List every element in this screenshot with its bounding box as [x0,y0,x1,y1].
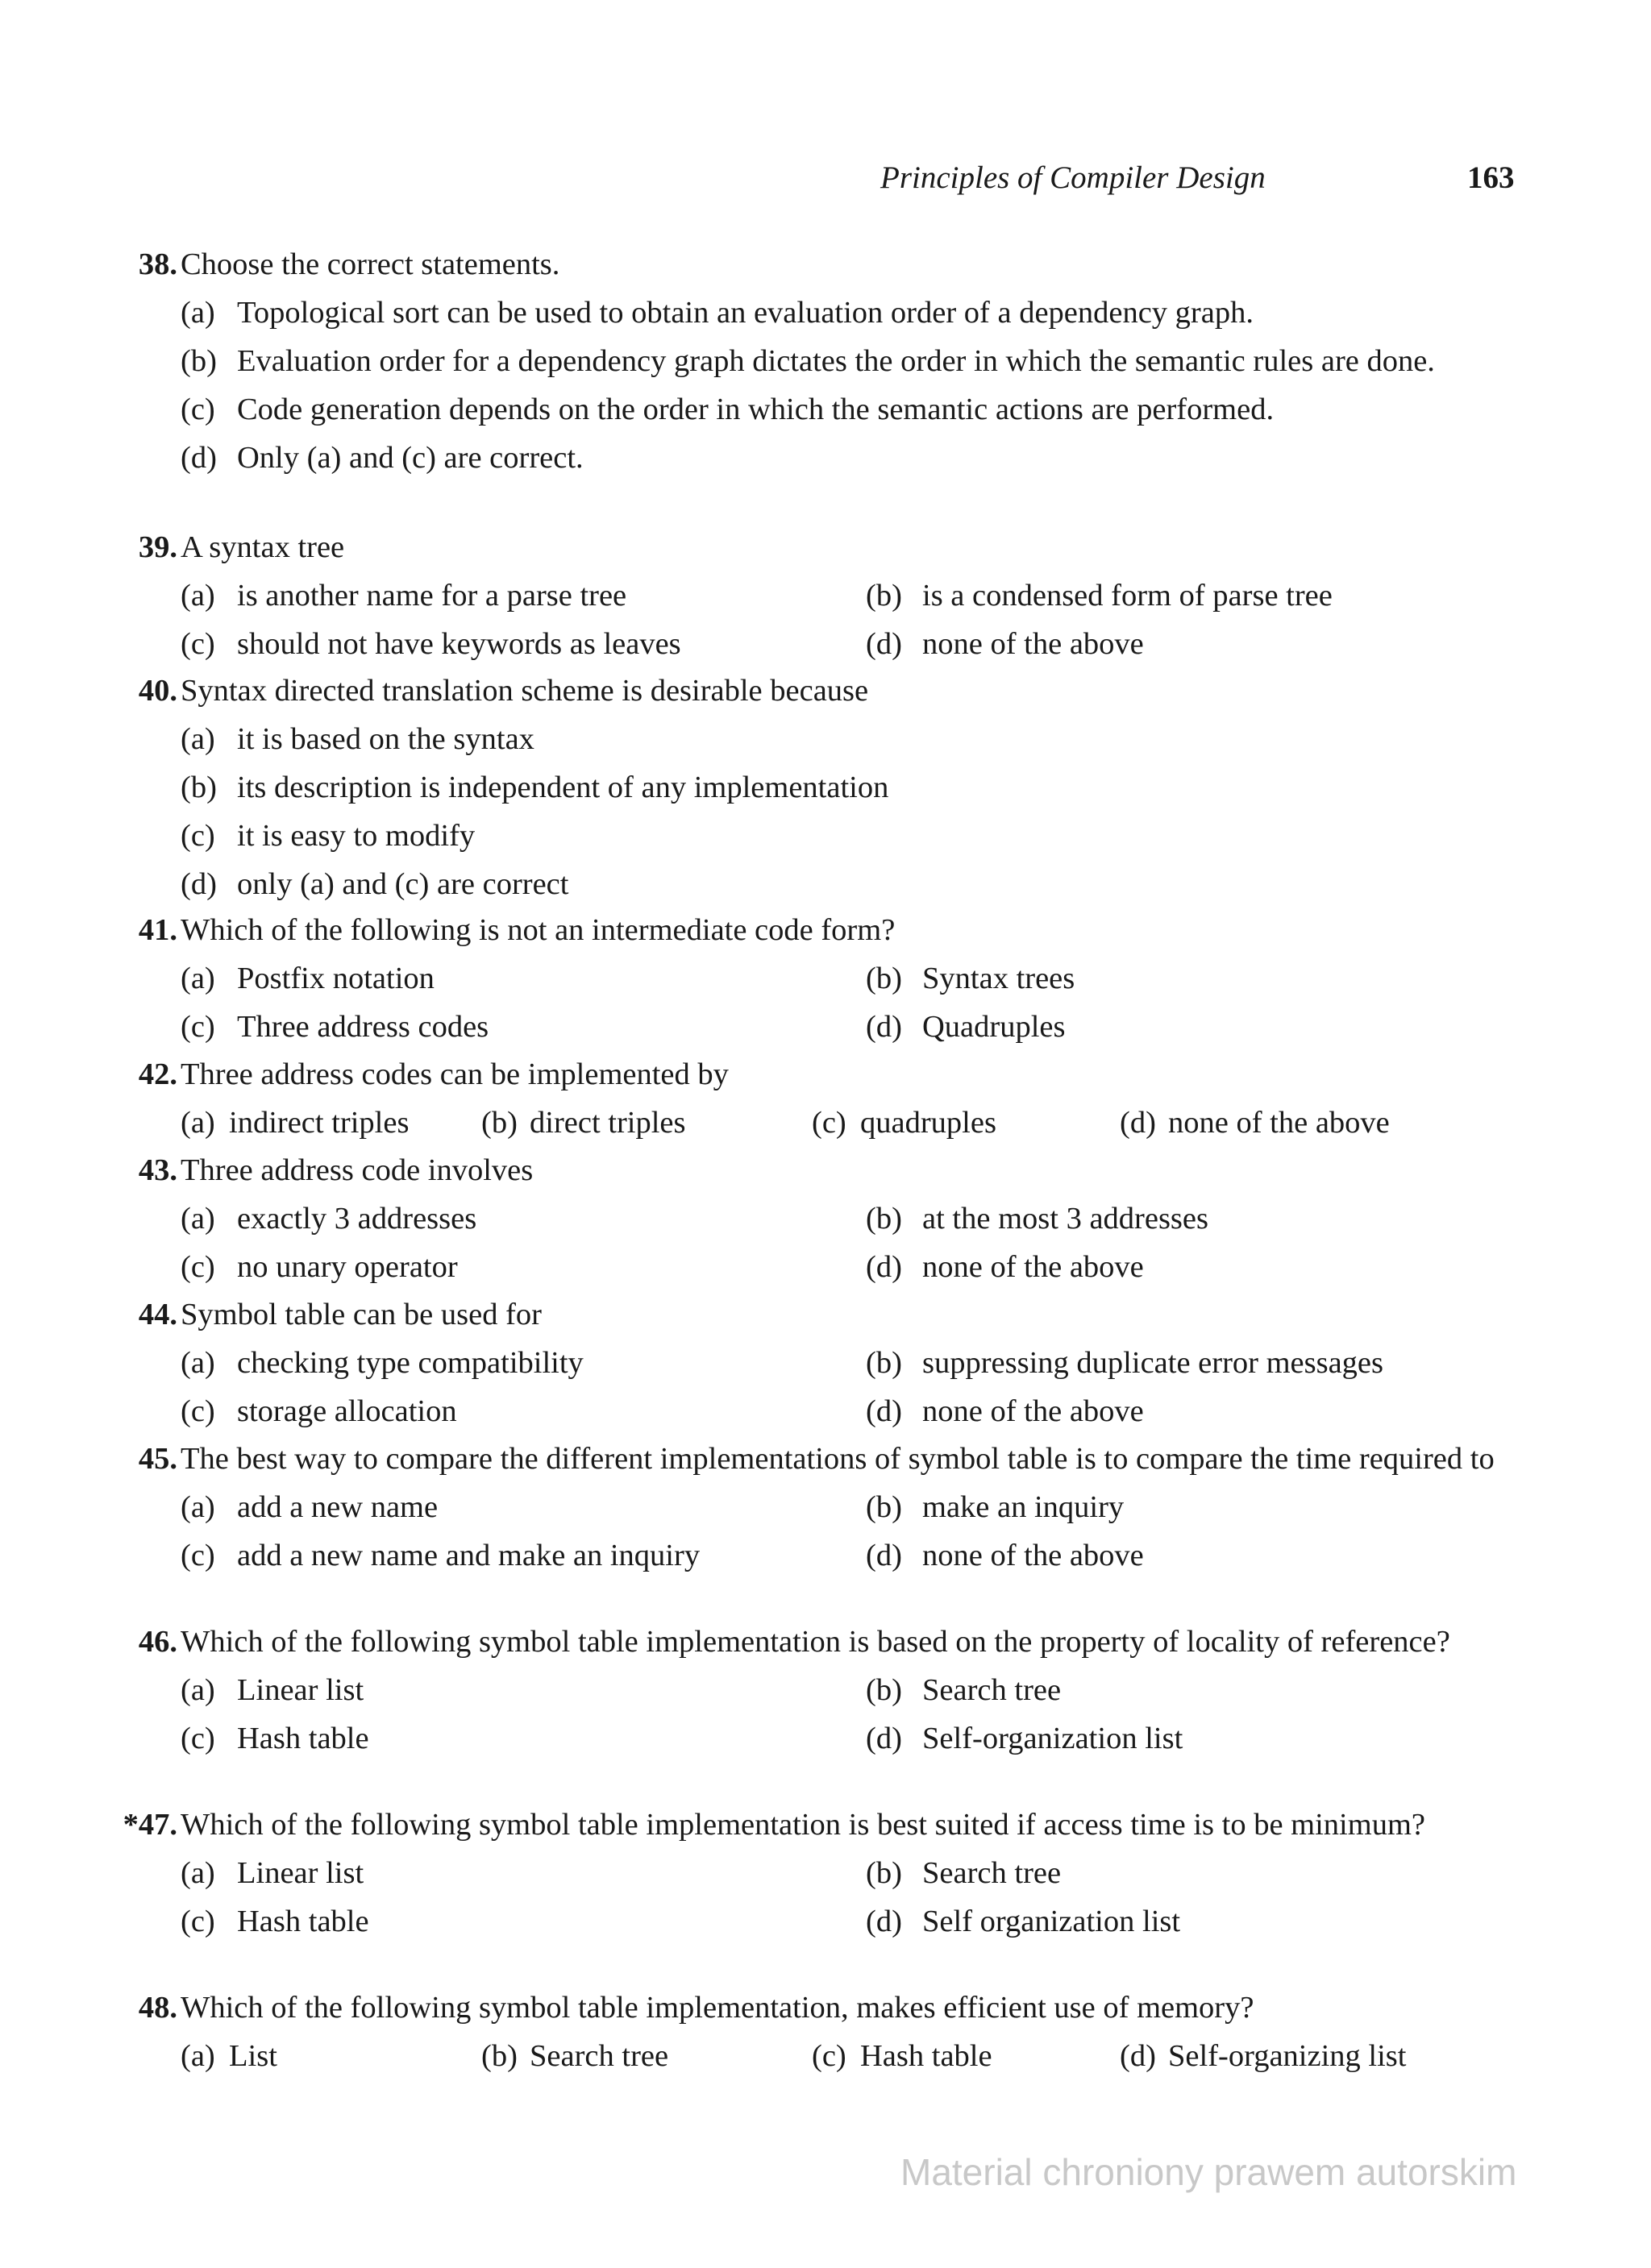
option-label: (b) [866,1346,902,1380]
option-label: (d) [1120,1106,1156,1140]
option-text: checking type compatibility [237,1346,584,1380]
question-47 [113,1804,1532,1943]
option-b [798,1198,1483,1240]
question-45 [113,1438,1532,1577]
option-label: (c) [181,1722,215,1755]
question-text: Three address codes can be implemented by [181,1057,729,1091]
question-text: A syntax tree [181,530,345,564]
option-label: (d) [1120,2039,1156,2073]
option-text: Linear list [237,1673,364,1707]
option-b [113,340,1532,383]
option-label: (a) [181,1490,215,1524]
option-label: (a) [181,1106,215,1140]
option-label: (b) [181,344,217,378]
option-text: Search tree [922,1856,1062,1890]
option-label: (d) [866,1905,902,1938]
option-label: (d) [866,627,902,661]
option-a [113,718,1532,761]
option-label: (d) [181,441,217,475]
option-label: (b) [481,2039,518,2073]
option-text: none of the above [922,627,1144,661]
option-d [798,1246,1483,1289]
option-label: (d) [866,1539,902,1572]
option-label: (a) [181,2039,215,2073]
option-label: (c) [181,1010,215,1044]
option-text: add a new name [237,1490,439,1524]
option-text: Quadruples [922,1010,1066,1044]
option-d [798,623,1483,666]
option-label: (c) [181,1905,215,1938]
option-label: (c) [181,627,215,661]
option-text: Evaluation order for a dependency graph dictates the order in which the semantic rules are done. [237,344,1435,378]
option-b [798,1669,1483,1712]
question-stem [113,909,1532,952]
question-stem [113,1804,1532,1846]
option-d [1120,1102,1499,1144]
option-text: indirect triples [229,1106,410,1140]
question-40 [113,670,1532,912]
question-39 [113,526,1532,666]
option-text: should not have keywords as leaves [237,627,681,661]
option-text: only (a) and (c) are correct [237,867,569,901]
option-text: suppressing duplicate error messages [922,1346,1383,1380]
option-label: (b) [866,579,902,613]
option-d [798,1718,1483,1760]
question-stem [113,670,1532,712]
option-label: (a) [181,1673,215,1707]
question-number: *47. [123,1808,177,1842]
option-label: (c) [812,2039,846,2073]
option-text: Self-organization list [922,1722,1183,1755]
option-label: (b) [481,1106,518,1140]
option-label: (c) [812,1106,846,1140]
question-38 [113,243,1532,485]
option-text: none of the above [922,1394,1144,1428]
question-text: Which of the following symbol table implementation is based on the property of locality of reference? [181,1625,1450,1659]
option-d [798,1390,1483,1433]
option-b [798,1486,1483,1529]
question-number: 46. [138,1625,177,1659]
option-label: (b) [866,1856,902,1890]
option-b [798,1852,1483,1895]
option-label: (b) [866,1490,902,1524]
option-label: (c) [181,1394,215,1428]
page-number: 163 [1467,160,1515,195]
option-d [113,437,1532,480]
option-a [113,1486,798,1529]
question-text: Which of the following is not an intermediate code form? [181,913,896,947]
question-number: 43. [138,1153,177,1187]
option-d [113,863,1532,906]
option-text: Three address codes [237,1010,489,1044]
option-text: make an inquiry [922,1490,1125,1524]
option-text: direct triples [530,1106,686,1140]
option-b [113,766,1532,809]
option-text: exactly 3 addresses [237,1202,477,1236]
option-c [113,1535,798,1577]
option-b [798,1342,1483,1385]
question-number: 45. [138,1442,177,1476]
question-stem [113,526,1532,569]
question-number: 40. [138,674,177,708]
question-text: Syntax directed translation scheme is desirable because [181,674,869,708]
question-stem [113,1053,1532,1096]
question-number: 41. [138,913,177,947]
option-text: Self-organizing list [1168,2039,1407,2073]
option-text: Self organization list [922,1905,1181,1938]
question-text: Symbol table can be used for [181,1298,542,1331]
option-a [113,1342,798,1385]
option-a [113,575,798,617]
option-text: Code generation depends on the order in which the semantic actions are performed. [237,393,1275,426]
option-text: at the most 3 addresses [922,1202,1208,1236]
option-a [113,1198,798,1240]
option-label: (d) [866,1722,902,1755]
option-c [113,1390,798,1433]
option-a [113,292,1532,334]
question-number: 42. [138,1057,177,1091]
option-label: (a) [181,296,215,330]
question-number: 38. [138,247,177,281]
option-b [798,575,1483,617]
option-b [798,957,1483,1000]
option-d [1120,2035,1499,2078]
question-text: Three address code involves [181,1153,534,1187]
option-label: (d) [866,1394,902,1428]
copyright-watermark: Material chroniony prawem autorskim [900,2151,1517,2193]
option-a [113,957,798,1000]
option-label: (d) [181,867,217,901]
question-stem [113,1621,1532,1664]
option-c [113,1246,798,1289]
question-text: Which of the following symbol table implementation is best suited if access time is to be minimum? [181,1808,1425,1842]
option-text: is another name for a parse tree [237,579,627,613]
option-label: (c) [181,1539,215,1572]
option-text: Linear list [237,1856,364,1890]
option-text: its description is independent of any implementation [237,771,889,804]
option-text: Only (a) and (c) are correct. [237,441,584,475]
option-label: (a) [181,1856,215,1890]
question-44 [113,1294,1532,1433]
question-stem [113,1438,1532,1481]
question-number: 48. [138,1991,177,2025]
option-text: Hash table [237,1905,369,1938]
option-c [113,1718,798,1760]
option-text: none of the above [922,1250,1144,1284]
option-a [113,2035,481,2078]
option-d [798,1535,1483,1577]
option-text: List [229,2039,277,2073]
question-42 [113,1053,1532,1144]
running-header-title: Principles of Compiler Design [880,160,1266,195]
option-label: (d) [866,1250,902,1284]
option-text: none of the above [922,1539,1144,1572]
question-text: Which of the following symbol table implementation, makes efficient use of memory? [181,1991,1254,2025]
option-c [113,388,1532,431]
option-text: Postfix notation [237,962,435,995]
question-text: The best way to compare the different implementations of symbol table is to compare the time required to [181,1442,1495,1476]
option-text: Topological sort can be used to obtain an evaluation order of a dependency graph. [237,296,1254,330]
option-label: (b) [866,1673,902,1707]
option-label: (c) [181,393,215,426]
option-a [113,1852,798,1895]
option-label: (b) [866,1202,902,1236]
option-a [113,1102,481,1144]
option-text: it is based on the syntax [237,722,534,756]
question-text: Choose the correct statements. [181,247,560,281]
question-number: 39. [138,530,177,564]
question-46 [113,1621,1532,1760]
option-c [113,815,1532,858]
option-text: Hash table [237,1722,369,1755]
option-text: storage allocation [237,1394,457,1428]
question-number: 44. [138,1298,177,1331]
question-43 [113,1149,1532,1289]
option-b [481,1102,812,1144]
question-stem [113,1149,1532,1192]
question-stem [113,1987,1532,2029]
option-text: quadruples [860,1106,996,1140]
option-label: (d) [866,1010,902,1044]
option-text: is a condensed form of parse tree [922,579,1333,613]
option-c [812,2035,1120,2078]
option-text: none of the above [1168,1106,1390,1140]
option-b [481,2035,812,2078]
option-label: (a) [181,962,215,995]
option-d [798,1900,1483,1943]
option-text: Hash table [860,2039,992,2073]
option-d [798,1006,1483,1049]
option-label: (b) [866,962,902,995]
question-stem [113,243,1532,286]
option-text: Syntax trees [922,962,1075,995]
option-label: (a) [181,579,215,613]
option-label: (a) [181,722,215,756]
option-c [113,623,798,666]
option-label: (c) [181,1250,215,1284]
option-label: (a) [181,1346,215,1380]
option-a [113,1669,798,1712]
option-text: no unary operator [237,1250,458,1284]
option-text: Search tree [530,2039,669,2073]
option-c [113,1900,798,1943]
option-text: Search tree [922,1673,1062,1707]
question-48 [113,1987,1532,2078]
option-label: (b) [181,771,217,804]
option-c [113,1006,798,1049]
option-label: (a) [181,1202,215,1236]
option-text: add a new name and make an inquiry [237,1539,701,1572]
option-text: it is easy to modify [237,819,476,853]
option-c [812,1102,1120,1144]
question-stem [113,1294,1532,1336]
option-label: (c) [181,819,215,853]
question-41 [113,909,1532,1049]
